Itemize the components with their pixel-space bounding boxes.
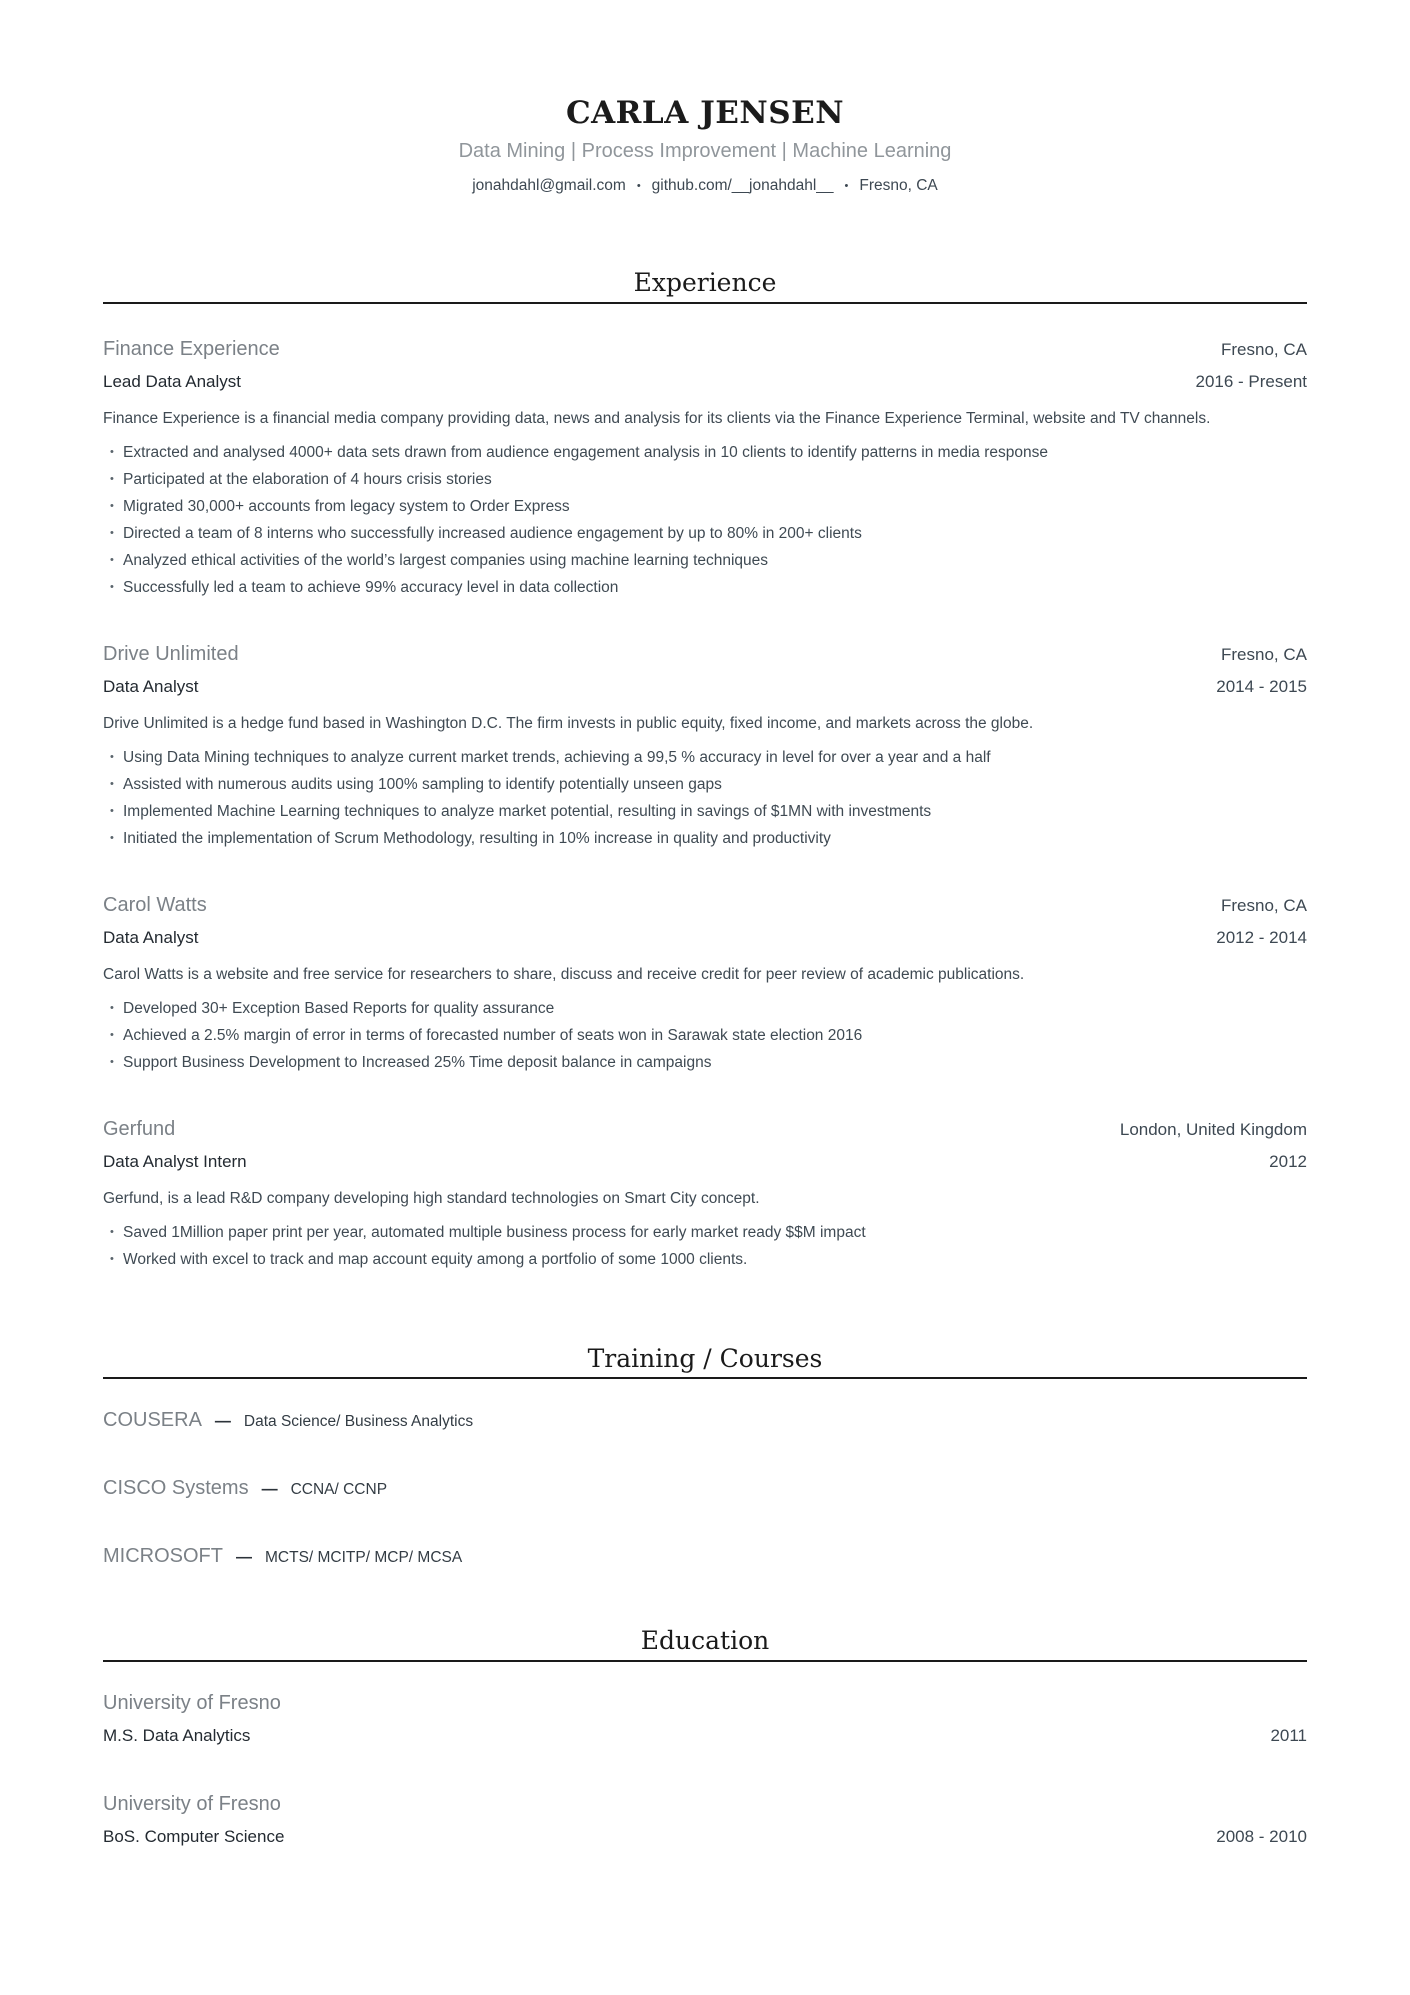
bullet-item [103, 520, 1307, 547]
education-entry [103, 1791, 1307, 1848]
bullet-icon: • [110, 580, 114, 593]
bullet-item [103, 1022, 1307, 1049]
em-dash: — [236, 1549, 252, 1567]
job-entry [103, 336, 1307, 601]
contact-email: jonahdahl@gmail.com [472, 177, 626, 195]
bullet-item [103, 493, 1307, 520]
degree-name: M.S. Data Analytics [103, 1725, 251, 1745]
school-name: University of Fresno [103, 1792, 281, 1815]
degree-name: BoS. Computer Science [103, 1826, 285, 1846]
bullet-text: Directed a team of 8 interns who successfully increased audience engagement by up to 80% in 200+ clients [123, 524, 862, 542]
bullet-text: Using Data Mining techniques to analyze current market trends, achieving a 99,5 % accuracy in level for over a year and a half [123, 748, 991, 766]
bullet-text: Developed 30+ Exception Based Reports for quality assurance [123, 999, 555, 1017]
contact-github: github.com/__jonahdahl__ [651, 177, 834, 195]
job-role: Data Analyst [103, 676, 199, 696]
bullet-text: Migrated 30,000+ accounts from legacy system to Order Express [123, 497, 570, 515]
job-bullets [103, 995, 1307, 1076]
bullet-icon: • [110, 526, 114, 539]
bullet-item [103, 825, 1307, 852]
job-entry [103, 1116, 1307, 1273]
resume-header [103, 96, 1307, 197]
dot-separator-icon: • [844, 180, 849, 193]
bullet-text: Analyzed ethical activities of the world’s largest companies using machine learning techniques [123, 551, 769, 569]
education-section-title: Education [103, 1627, 1307, 1662]
bullet-item [103, 466, 1307, 493]
bullet-text: Achieved a 2.5% margin of error in terms of forecasted number of seats won in Sarawak state election 2016 [123, 1026, 863, 1044]
education-dates: 2008 - 2010 [1216, 1826, 1307, 1846]
bullet-text: Participated at the elaboration of 4 hours crisis stories [123, 470, 492, 488]
job-location: Fresno, CA [1221, 339, 1307, 359]
job-location: Fresno, CA [1221, 644, 1307, 664]
bullet-item [103, 1049, 1307, 1076]
job-role: Lead Data Analyst [103, 371, 241, 391]
company-name: Carol Watts [103, 893, 207, 916]
section-education [103, 1627, 1307, 1848]
education-dates: 2011 [1270, 1725, 1307, 1745]
bullet-icon: • [110, 553, 114, 566]
bullet-text: Implemented Machine Learning techniques to analyze market potential, resulting in savings of $1MN with investments [123, 802, 932, 820]
training-section-title: Training / Courses [103, 1345, 1307, 1380]
section-training [103, 1345, 1307, 1570]
job-location: London, United Kingdom [1119, 1119, 1307, 1139]
job-summary: Gerfund, is a lead R&D company developing high standard technologies on Smart City concept. [103, 1189, 760, 1207]
bullet-item [103, 439, 1307, 466]
bullet-item [103, 744, 1307, 771]
bullet-item [103, 1246, 1307, 1273]
job-role: Data Analyst [103, 927, 199, 947]
em-dash: — [214, 1413, 231, 1431]
training-item [103, 1475, 1307, 1501]
company-row [103, 336, 1307, 362]
role-row [103, 926, 1307, 950]
contact-location: Fresno, CA [859, 177, 938, 195]
bullet-icon: • [110, 499, 114, 512]
bullet-icon: • [110, 750, 114, 763]
job-dates: 2012 - 2014 [1216, 927, 1307, 947]
school-name: University of Fresno [103, 1691, 281, 1714]
bullet-item [103, 1219, 1307, 1246]
bullet-text: Assisted with numerous audits using 100% sampling to identify potentially unseen gaps [123, 775, 722, 793]
job-summary: Carol Watts is a website and free service for researchers to share, discuss and receive credit for peer review of academic publications. [103, 965, 1025, 983]
bullet-text: Successfully led a team to achieve 99% accuracy level in data collection [123, 578, 619, 596]
person-name: CARLA JENSEN [565, 95, 845, 131]
bullet-icon: • [110, 1028, 114, 1041]
bullet-text: Support Business Development to Increased 25% Time deposit balance in campaigns [123, 1053, 712, 1071]
contact-line [103, 175, 1307, 197]
bullet-icon: • [110, 804, 114, 817]
role-row [103, 675, 1307, 699]
bullet-text: Saved 1Million paper print per year, automated multiple business process for early market ready $$M impact [123, 1223, 866, 1241]
degree-row [103, 1724, 1307, 1747]
role-row [103, 1150, 1307, 1174]
dot-separator-icon: • [636, 180, 641, 193]
bullet-text: Initiated the implementation of Scrum Methodology, resulting in 10% increase in quality and productivity [123, 829, 831, 847]
em-dash: — [261, 1481, 278, 1499]
role-row [103, 370, 1307, 394]
section-experience [103, 269, 1307, 1273]
training-detail: CCNA/ CCNP [290, 1481, 388, 1499]
degree-row [103, 1825, 1307, 1848]
job-role: Data Analyst Intern [103, 1151, 247, 1171]
job-summary: Finance Experience is a financial media company providing data, news and analysis for its clients via the Finance Experience Terminal, website and TV channels. [103, 409, 1211, 427]
job-entry [103, 641, 1307, 852]
job-dates: 2014 - 2015 [1216, 676, 1307, 696]
bullet-text: Worked with excel to track and map account equity among a portfolio of some 1000 clients. [123, 1250, 748, 1268]
bullet-item [103, 547, 1307, 574]
training-detail: Data Science/ Business Analytics [243, 1413, 474, 1431]
bullet-icon: • [110, 1252, 114, 1265]
bullet-item [103, 798, 1307, 825]
bullet-icon: • [110, 777, 114, 790]
job-entry [103, 892, 1307, 1076]
training-org: COUSERA [103, 1409, 202, 1432]
job-bullets [103, 744, 1307, 852]
company-name: Drive Unlimited [103, 642, 239, 665]
company-name: Gerfund [103, 1117, 176, 1140]
training-org: MICROSOFT [103, 1545, 223, 1568]
job-bullets [103, 439, 1307, 601]
bullet-icon: • [110, 831, 114, 844]
company-row [103, 1116, 1307, 1142]
bullet-item [103, 995, 1307, 1022]
education-entry [103, 1690, 1307, 1747]
bullet-icon: • [110, 472, 114, 485]
training-org: CISCO Systems [103, 1477, 249, 1500]
training-detail: MCTS/ MCITP/ MCP/ MCSA [265, 1549, 463, 1567]
company-row [103, 641, 1307, 667]
bullet-icon: • [110, 1001, 114, 1014]
job-summary: Drive Unlimited is a hedge fund based in Washington D.C. The firm invests in public equity, fixed income, and markets across the globe. [103, 714, 1034, 732]
bullet-item [103, 574, 1307, 601]
training-item [103, 1407, 1307, 1433]
bullet-text: Extracted and analysed 4000+ data sets drawn from audience engagement analysis in 10 clients to identify patterns in media response [123, 443, 1048, 461]
experience-section-title: Experience [103, 269, 1307, 304]
company-name: Finance Experience [103, 337, 280, 360]
job-bullets [103, 1219, 1307, 1273]
bullet-item [103, 771, 1307, 798]
training-item [103, 1543, 1307, 1569]
company-row [103, 892, 1307, 918]
bullet-icon: • [110, 1225, 114, 1238]
bullet-icon: • [110, 1055, 114, 1068]
tagline: Data Mining | Process Improvement | Machine Learning [458, 140, 952, 163]
job-dates: 2012 [1269, 1151, 1307, 1171]
job-dates: 2016 - Present [1195, 371, 1307, 391]
job-location: Fresno, CA [1221, 895, 1307, 915]
bullet-icon: • [110, 445, 114, 458]
